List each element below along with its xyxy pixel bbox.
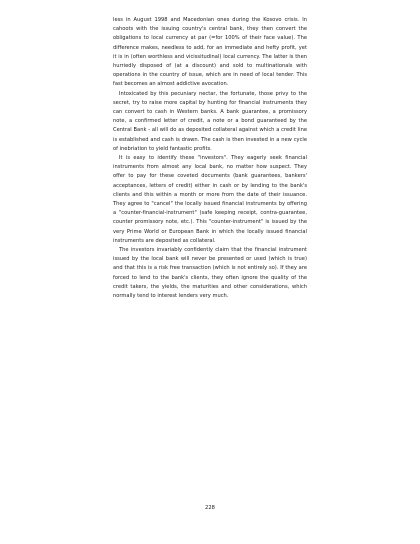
paragraph-1: less in August 1998 and Macedonian ones during the Kosovo crisis. In cahoots with the issuing country's central bank, they then convert the obligations to local currency at par (=for 100% of their face value). The difference makes, needless to add, for an immediate and hefty profit, yet it is in (often worthless and vicissitudinal) local currency. The latter is then hurriedly disposed of (at a discount) and sold to multinationals with operations in the country of issue, which are in need of local tender. This fast becomes an almost addictive avocation. <box>113 17 307 88</box>
paragraph-4: The investors invariably confidently claim that the financial instrument issued by the local bank will never be presented or used (which is true) and that this is a risk free transaction (which is not entirely so). If they are forced to lend to the bank's clients, they often ignore the quality of the credit takers, the yields, the maturities and other considerations, which normally tend to interest lenders very much. <box>113 247 307 300</box>
paragraph-3: It is easy to identify these "investors". They eagerly seek financial instruments from almost any local bank, no matter how suspect. They offer to pay for these coveted documents (bank guarantees, bankers' acceptances, letters of credit) either in cash or by lending to the bank's clients and this within a month or more from the date of their issuance. They agree to "cancel" the locally issued financial instruments by offering a "counter-financial-instrument" (safe keeping receipt, contra-guarantee, counter promissory note, etc.). This "counter-instrument" is issued by the very Prime World or European Bank in which the locally issued financial instruments are deposited as collateral. <box>113 155 307 244</box>
paragraph-2: Intoxicated by this pecuniary nectar, the fortunate, those privy to the secret, try to raise more capital by hunting for financial instruments they can convert to cash in Western banks. A bank guarantee, a promissory note, a confirmed letter of credit, a note or a bond guaranteed by the Central Bank - all will do as deposited collateral against which a credit line is established and cash is drawn. The cash is then invested in a new cycle of inebriation to yield fantastic profits. <box>113 90 307 152</box>
body-text <box>113 16 307 301</box>
page-number: 228 <box>205 505 215 511</box>
